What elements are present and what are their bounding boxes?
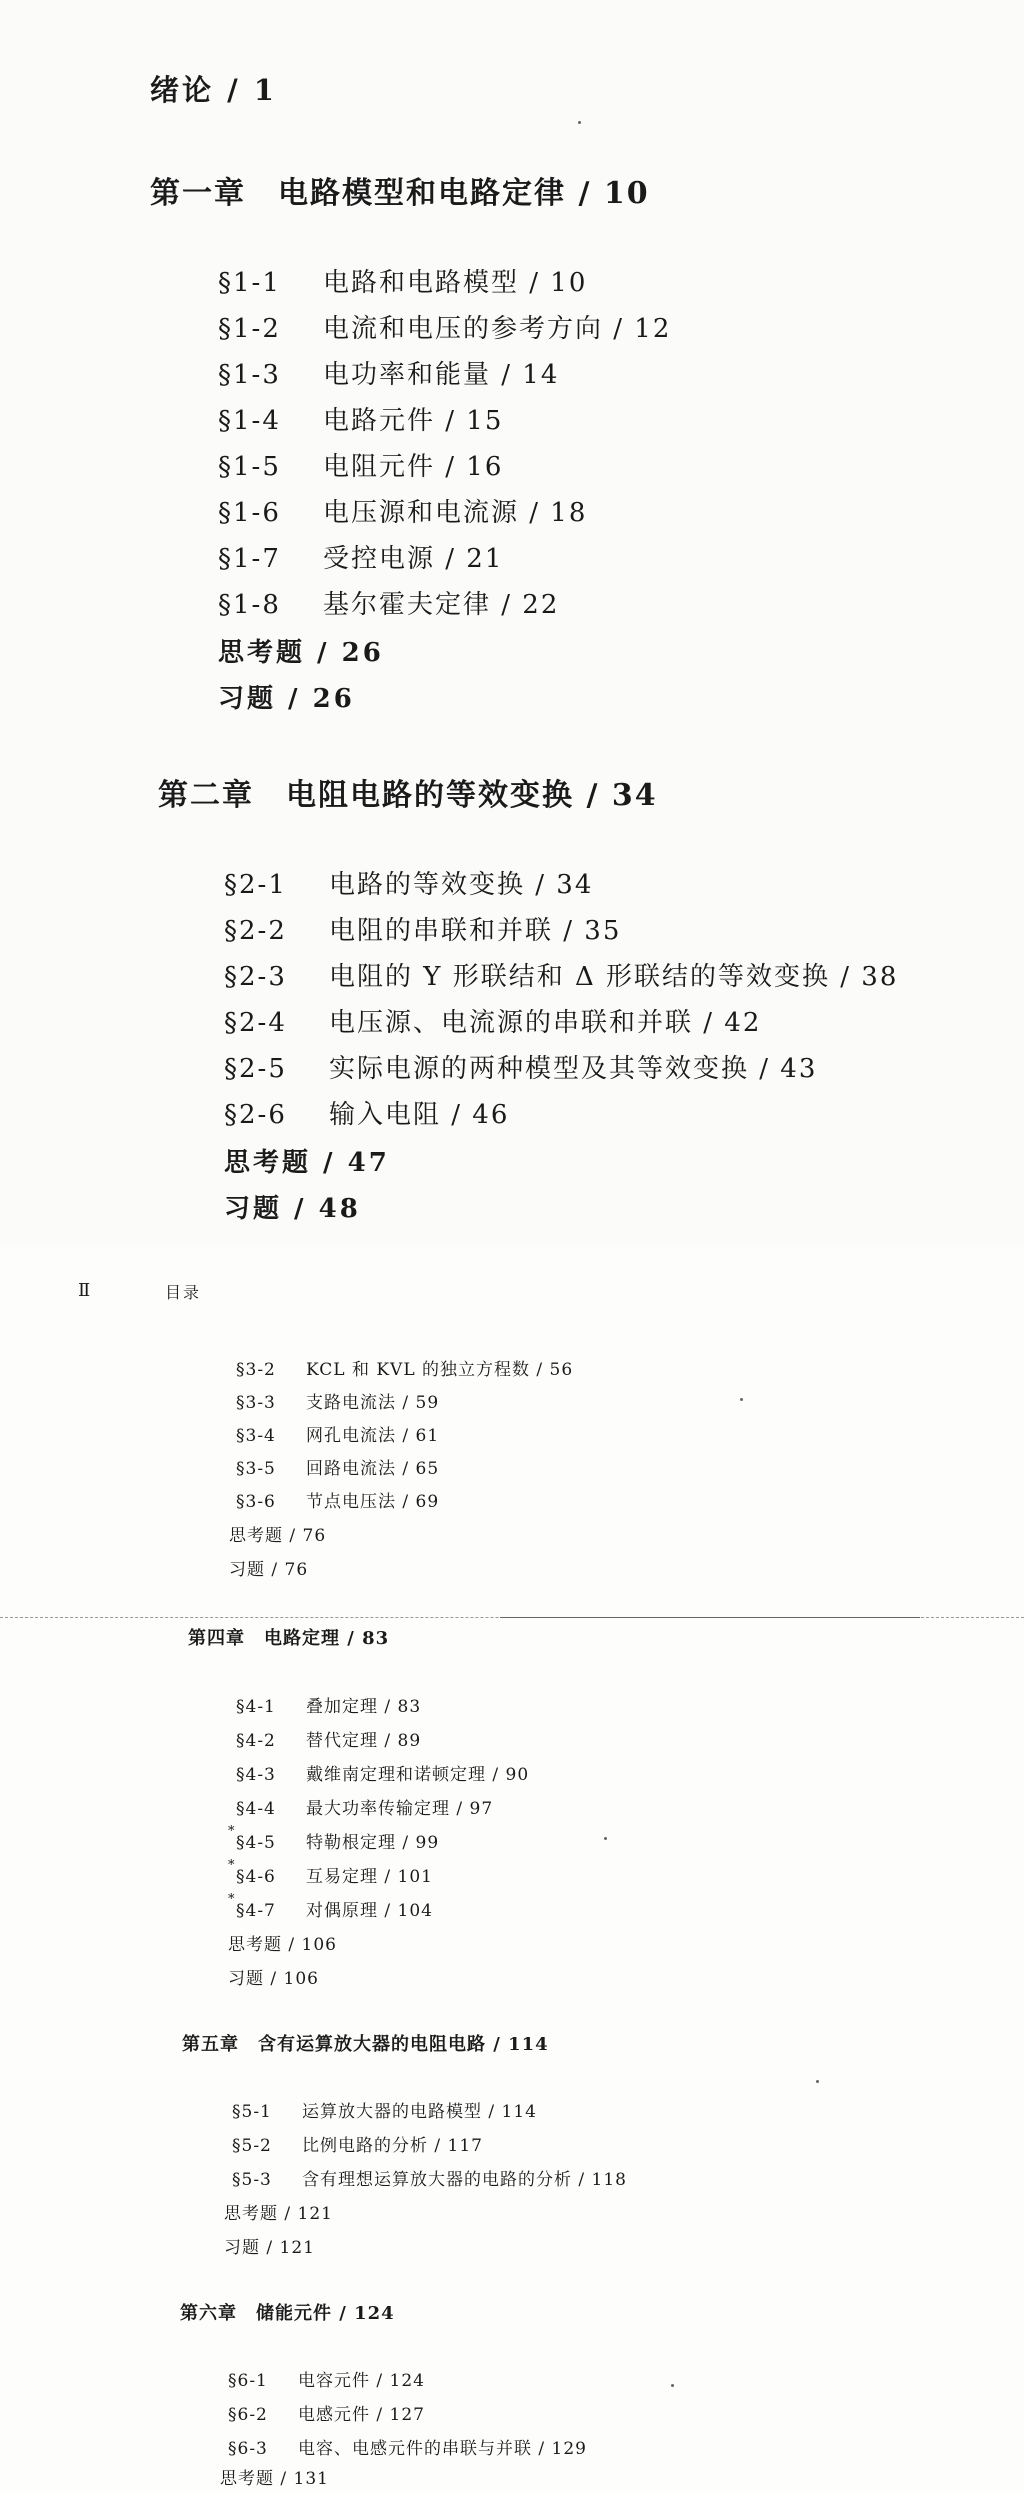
section-number: §5-1	[232, 2102, 272, 2122]
section-title: 节点电压法 / 69	[306, 1492, 440, 1512]
section-4-3	[236, 1760, 529, 1785]
chapter-1-questions: 思考题 / 26	[218, 638, 384, 668]
chapter-1-exercises: 习题 / 26	[218, 684, 355, 714]
section-title: 比例电路的分析 / 117	[302, 2136, 483, 2156]
scan-speck	[816, 2080, 819, 2083]
section-2-6	[224, 1094, 509, 1131]
section-3-2	[236, 1355, 573, 1380]
section-title: 互易定理 / 101	[306, 1867, 433, 1887]
section-number: §2-2	[224, 916, 287, 946]
section-title: 电阻的 Y 形联结和 Δ 形联结的等效变换 / 38	[329, 962, 899, 992]
section-3-4	[236, 1421, 439, 1446]
section-number: §1-6	[218, 498, 281, 528]
section-6-1	[228, 2366, 425, 2391]
section-5-3	[232, 2165, 627, 2190]
section-1-8	[218, 584, 559, 621]
section-title: 电容元件 / 124	[298, 2371, 425, 2391]
chapter-2-exercises: 习题 / 48	[224, 1194, 361, 1224]
section-title: 电压源、电流源的串联和并联 / 42	[329, 1008, 762, 1038]
scan-speck	[578, 121, 581, 124]
section-number: §1-7	[218, 544, 281, 574]
chapter-6-title: 第六章 储能元件 / 124	[180, 2303, 395, 2324]
section-4-7	[228, 1892, 433, 1921]
section-number: §3-2	[236, 1360, 276, 1380]
page-divider-edge	[500, 1617, 920, 1618]
chapter-6-questions: 思考题 / 131	[220, 2469, 329, 2489]
section-title: 电路和电路模型 / 10	[323, 268, 588, 298]
section-4-1	[236, 1692, 421, 1717]
section-2-4	[224, 1002, 761, 1039]
section-number: §4-1	[236, 1697, 276, 1717]
section-number: §3-4	[236, 1426, 276, 1446]
scan-speck	[604, 1837, 607, 1840]
section-number: §1-4	[218, 406, 281, 436]
section-6-3	[228, 2434, 587, 2459]
chapter-5-title: 第五章 含有运算放大器的电阻电路 / 114	[182, 2034, 549, 2055]
chapter-1-title: 第一章 电路模型和电路定律 / 10	[150, 176, 650, 211]
section-number: §1-1	[218, 268, 281, 298]
section-1-7	[218, 538, 503, 575]
section-number: §2-3	[224, 962, 287, 992]
section-1-2	[218, 308, 671, 345]
optional-marker: *	[228, 1858, 236, 1873]
section-title: 输入电阻 / 46	[329, 1100, 510, 1130]
section-1-4	[218, 400, 503, 437]
section-4-5	[228, 1824, 440, 1853]
section-6-2	[228, 2400, 425, 2425]
section-number: §6-1	[228, 2371, 268, 2391]
section-number: §2-1	[224, 870, 287, 900]
optional-marker: *	[228, 1824, 236, 1839]
section-title: 电容、电感元件的串联与并联 / 129	[298, 2439, 587, 2459]
running-head: 目录	[165, 1283, 202, 1302]
section-number: §4-3	[236, 1765, 276, 1785]
section-title: 电路元件 / 15	[323, 406, 504, 436]
section-title: 受控电源 / 21	[323, 544, 504, 574]
section-number: §4-4	[236, 1799, 276, 1819]
section-title: 支路电流法 / 59	[306, 1393, 440, 1413]
chapter-5-questions: 思考题 / 121	[224, 2204, 333, 2224]
section-1-3	[218, 354, 559, 391]
section-title: 替代定理 / 89	[306, 1731, 422, 1751]
section-number: §2-4	[224, 1008, 287, 1038]
section-number: §5-3	[232, 2170, 272, 2190]
section-number: §3-5	[236, 1459, 276, 1479]
chapter-5-exercises: 习题 / 121	[224, 2238, 315, 2258]
section-number: §6-2	[228, 2405, 268, 2425]
section-number: §4-7	[236, 1901, 276, 1921]
chapter-4-title: 第四章 电路定理 / 83	[188, 1628, 390, 1649]
section-3-5	[236, 1454, 439, 1479]
section-number: §5-2	[232, 2136, 272, 2156]
section-1-6	[218, 492, 587, 529]
section-number: §1-3	[218, 360, 281, 390]
section-4-2	[236, 1726, 421, 1751]
section-number: §1-8	[218, 590, 281, 620]
chapter-2-title: 第二章 电阻电路的等效变换 / 34	[158, 778, 658, 813]
section-title: 特勒根定理 / 99	[306, 1833, 440, 1853]
section-2-5	[224, 1048, 817, 1085]
section-4-4	[236, 1794, 493, 1819]
scan-speck	[671, 2384, 674, 2387]
section-title: 实际电源的两种模型及其等效变换 / 43	[329, 1054, 818, 1084]
section-number: §3-3	[236, 1393, 276, 1413]
section-title: 网孔电流法 / 61	[306, 1426, 440, 1446]
toc-introduction: 绪论 / 1	[150, 73, 277, 107]
section-2-3	[224, 956, 898, 993]
lower-scan-page	[0, 1245, 1024, 2493]
section-number: §4-2	[236, 1731, 276, 1751]
section-title: 基尔霍夫定律 / 22	[323, 590, 560, 620]
section-number: §1-5	[218, 452, 281, 482]
section-title: KCL 和 KVL 的独立方程数 / 56	[306, 1360, 574, 1380]
section-number: §2-5	[224, 1054, 287, 1084]
scan-speck	[740, 1398, 743, 1401]
section-1-5	[218, 446, 503, 483]
section-number: §2-6	[224, 1100, 287, 1130]
section-number: §4-6	[236, 1867, 276, 1887]
section-number: §3-6	[236, 1492, 276, 1512]
section-2-2	[224, 910, 621, 947]
chapter-3-exercises: 习题 / 76	[229, 1560, 309, 1580]
chapter-3-questions: 思考题 / 76	[229, 1526, 327, 1546]
section-title: 最大功率传输定理 / 97	[306, 1799, 494, 1819]
section-title: 电感元件 / 127	[298, 2405, 425, 2425]
section-5-2	[232, 2131, 483, 2156]
section-5-1	[232, 2097, 537, 2122]
section-number: §4-5	[236, 1833, 276, 1853]
chapter-4-exercises: 习题 / 106	[228, 1969, 319, 1989]
section-title: 运算放大器的电路模型 / 114	[302, 2102, 537, 2122]
section-title: 电功率和能量 / 14	[323, 360, 560, 390]
section-title: 电路的等效变换 / 34	[329, 870, 594, 900]
section-number: §6-3	[228, 2439, 268, 2459]
chapter-2-questions: 思考题 / 47	[224, 1148, 390, 1178]
section-1-1	[218, 262, 587, 299]
section-title: 含有理想运算放大器的电路的分析 / 118	[302, 2170, 627, 2190]
section-4-6	[228, 1858, 433, 1887]
section-title: 电压源和电流源 / 18	[323, 498, 588, 528]
page-number: Ⅱ	[78, 1280, 91, 1301]
optional-marker: *	[228, 1892, 236, 1907]
section-number: §1-2	[218, 314, 281, 344]
section-2-1	[224, 864, 593, 901]
section-title: 戴维南定理和诺顿定理 / 90	[306, 1765, 530, 1785]
section-title: 叠加定理 / 83	[306, 1697, 422, 1717]
section-3-6	[236, 1487, 439, 1512]
section-title: 回路电流法 / 65	[306, 1459, 440, 1479]
chapter-4-questions: 思考题 / 106	[228, 1935, 337, 1955]
section-title: 电阻的串联和并联 / 35	[329, 916, 622, 946]
section-3-3	[236, 1388, 439, 1413]
section-title: 对偶原理 / 104	[306, 1901, 433, 1921]
section-title: 电阻元件 / 16	[323, 452, 504, 482]
section-title: 电流和电压的参考方向 / 12	[323, 314, 672, 344]
